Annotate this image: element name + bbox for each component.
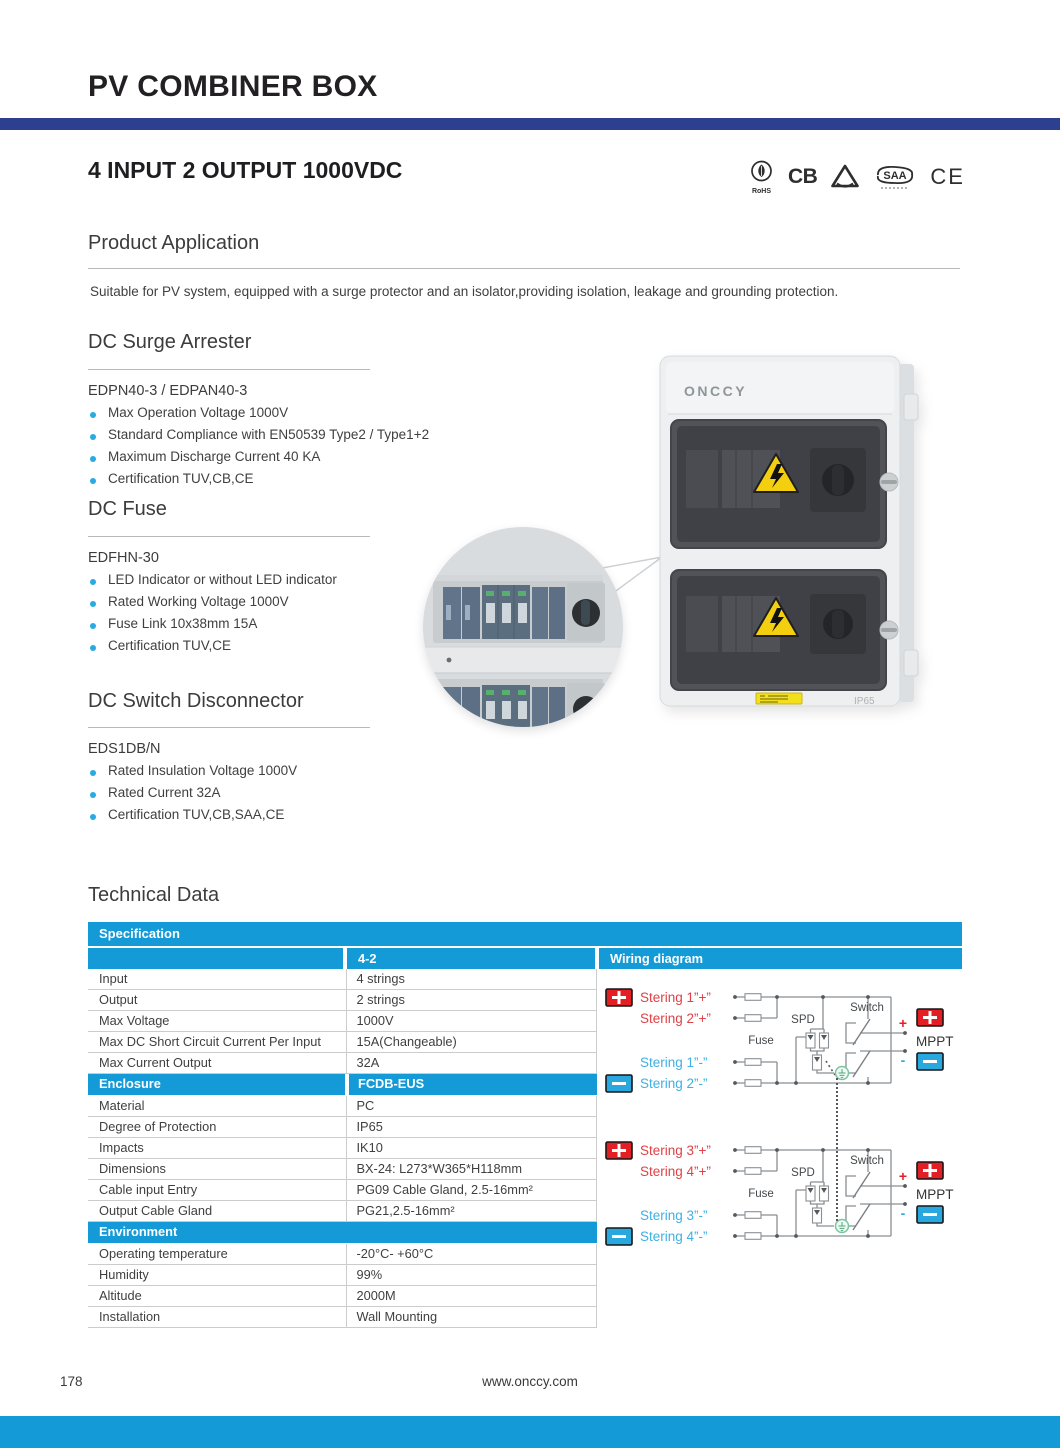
saa-label: SAA — [883, 170, 907, 182]
section-rule — [88, 369, 370, 370]
wiring-diagram-2 — [598, 1138, 966, 1261]
fuse-symbol — [745, 1212, 761, 1219]
saa-icon — [873, 162, 917, 192]
din-modules-bottom — [435, 679, 605, 727]
section-heading-dc-fuse: DC Fuse — [88, 498, 167, 520]
table-row: Cable input Entry PG09 Cable Gland, 2.5-16mm² — [88, 1180, 597, 1201]
feature-item — [90, 405, 429, 427]
section-heading-technical-data: Technical Data — [88, 884, 220, 906]
wiring-diagram-1 — [598, 985, 966, 1108]
table-row: Impacts IK10 — [88, 1138, 597, 1159]
ground-icon — [836, 1220, 849, 1233]
string-label: Stering 1”+” — [640, 990, 711, 1005]
string-label: Stering 4”+” — [640, 1164, 711, 1179]
section-heading-dc-switch: DC Switch Disconnector — [88, 690, 304, 712]
bullet-icon — [90, 770, 96, 776]
header-divider-bar — [0, 118, 1060, 130]
switch-label: Switch — [850, 1155, 884, 1167]
string-label: Stering 2”+” — [640, 1011, 711, 1026]
fuse-symbol — [745, 1059, 761, 1066]
triangle-cert-icon — [830, 163, 860, 191]
bullet-icon — [90, 434, 96, 440]
string-label: Stering 4”-” — [640, 1229, 708, 1244]
feature-text: Max Operation Voltage 1000V — [108, 405, 289, 420]
table-row: Dimensions BX-24: L273*W365*H118mm — [88, 1159, 597, 1180]
page-number: 178 — [60, 1374, 83, 1389]
fuse-symbol — [745, 994, 761, 1001]
feature-item — [90, 572, 337, 594]
string-label: Stering 1”-” — [640, 1055, 708, 1070]
string-label: Stering 2”-” — [640, 1076, 708, 1091]
diagram-ground-link-line — [836, 1078, 838, 1221]
table-row: Humidity 99% — [88, 1265, 597, 1286]
dc-switch-model: EDS1DB/N — [88, 741, 161, 757]
box-logo: ONCCY — [684, 383, 748, 399]
feature-item — [90, 449, 429, 471]
feature-text: Certification TUV,CE — [108, 638, 232, 653]
minus-label: - — [900, 1205, 906, 1221]
fuse-symbol — [745, 1168, 761, 1175]
bullet-icon — [90, 478, 96, 484]
footer-bar — [0, 1416, 1060, 1448]
bullet-icon — [90, 645, 96, 651]
column-header-empty — [88, 948, 343, 969]
string-label: Stering 3”-” — [640, 1208, 708, 1223]
website-url: www.onccy.com — [482, 1374, 578, 1389]
section-rule — [88, 536, 370, 537]
feature-text: Certification TUV,CB,SAA,CE — [108, 807, 285, 822]
din-modules-top — [443, 583, 605, 641]
table-row: Output Cable Gland PG21,2.5-16mm² — [88, 1201, 597, 1222]
spd-label: SPD — [791, 1014, 815, 1026]
table-row: Max Voltage 1000V — [88, 1011, 597, 1032]
fuse-symbol — [745, 1015, 761, 1022]
surge-arrester-model: EDPN40-3 / EDPAN40-3 — [88, 383, 248, 399]
feature-item — [90, 638, 337, 660]
string-label: Stering 3”+” — [640, 1143, 711, 1158]
spd-label: SPD — [791, 1167, 815, 1179]
bullet-icon — [90, 792, 96, 798]
mppt-label: MPPT — [916, 1187, 954, 1202]
column-header-wiring: Wiring diagram — [599, 948, 962, 969]
mppt-label: MPPT — [916, 1034, 954, 1049]
ip-rating-label: IP65 — [854, 696, 875, 707]
feature-item — [90, 427, 429, 449]
specification-table — [88, 922, 962, 1328]
feature-text: Standard Compliance with EN50539 Type2 / Type1+2 — [108, 427, 430, 442]
table-row: Installation Wall Mounting — [88, 1307, 597, 1328]
minus-badge-icon — [606, 1075, 632, 1092]
table-row: Input 4 strings — [88, 969, 597, 990]
feature-text: Rated Current 32A — [108, 785, 221, 800]
table-row: Max DC Short Circuit Current Per Input 15A(Changeable) — [88, 1032, 597, 1053]
page-title: PV COMBINER BOX — [88, 70, 378, 103]
bullet-icon — [90, 412, 96, 418]
bullet-icon — [90, 579, 96, 585]
bullet-icon — [90, 814, 96, 820]
bullet-icon — [90, 456, 96, 462]
upper-window — [671, 420, 886, 548]
plus-badge-icon — [606, 989, 632, 1006]
mppt-plus-badge-icon — [917, 1162, 943, 1179]
feature-item — [90, 763, 297, 785]
switch-label: Switch — [850, 1002, 884, 1014]
mppt-plus-badge-icon — [917, 1009, 943, 1026]
feature-text: LED Indicator or without LED indicator — [108, 572, 337, 587]
minus-label: - — [900, 1052, 906, 1068]
rohs-label: RoHS — [751, 187, 772, 195]
feature-item — [90, 616, 337, 638]
product-subtitle: 4 INPUT 2 OUTPUT 1000VDC — [88, 157, 403, 183]
table-row: Output 2 strings — [88, 990, 597, 1011]
table-row: Degree of Protection IP65 — [88, 1117, 597, 1138]
fuse-symbol — [745, 1147, 761, 1154]
rohs-icon — [748, 160, 775, 195]
bullet-icon — [90, 623, 96, 629]
combiner-box-photo — [658, 354, 922, 719]
table-column-headers — [88, 948, 962, 969]
table-row: Max Current Output 32A — [88, 1053, 597, 1074]
fuse-label: Fuse — [748, 1188, 774, 1200]
table-row: Operating temperature -20°C- +60°C — [88, 1244, 597, 1265]
feature-text: Fuse Link 10x38mm 15A — [108, 616, 258, 631]
cb-icon: CB — [788, 165, 818, 188]
certification-icons — [748, 156, 970, 198]
table-row: Altitude 2000M — [88, 1286, 597, 1307]
bullet-icon — [90, 601, 96, 607]
table-section-row-enclosure: Enclosure FCDB-EUS — [88, 1074, 597, 1095]
fuse-symbol — [745, 1233, 761, 1240]
column-header-model: 4-2 — [347, 948, 595, 969]
lower-window — [671, 570, 886, 690]
ce-icon: CE — [930, 164, 965, 189]
feature-text: Maximum Discharge Current 40 KA — [108, 449, 321, 464]
fuse-label: Fuse — [748, 1035, 774, 1047]
plus-badge-icon — [606, 1142, 632, 1159]
feature-item — [90, 471, 429, 493]
table-body — [88, 969, 597, 1328]
feature-item — [90, 807, 297, 829]
mppt-minus-badge-icon — [917, 1206, 943, 1223]
product-application-description: Suitable for PV system, equipped with a surge protector and an isolator,providing isolation, leakage and grounding protection. — [90, 284, 839, 299]
section-rule — [88, 268, 960, 269]
surge-arrester-features — [90, 405, 429, 493]
fuse-symbol — [745, 1080, 761, 1087]
interior-detail-photo — [423, 527, 623, 727]
section-heading-product-application: Product Application — [88, 232, 260, 254]
minus-badge-icon — [606, 1228, 632, 1245]
feature-text: Rated Insulation Voltage 1000V — [108, 763, 298, 778]
feature-text: Certification TUV,CB,CE — [108, 471, 254, 486]
feature-item — [90, 594, 337, 616]
plus-label: + — [898, 1015, 908, 1031]
table-row: Material PC — [88, 1096, 597, 1117]
feature-text: Rated Working Voltage 1000V — [108, 594, 289, 609]
dc-fuse-features — [90, 572, 337, 660]
plus-label: + — [898, 1168, 908, 1184]
dc-switch-features — [90, 763, 297, 829]
feature-item — [90, 785, 297, 807]
dc-fuse-model: EDFHN-30 — [88, 550, 159, 566]
table-header-specification: Specification — [88, 922, 962, 946]
mppt-minus-badge-icon — [917, 1053, 943, 1070]
section-rule — [88, 727, 370, 728]
section-heading-dc-surge-arrester: DC Surge Arrester — [88, 331, 252, 353]
table-section-row-environment: Environment — [88, 1222, 597, 1243]
